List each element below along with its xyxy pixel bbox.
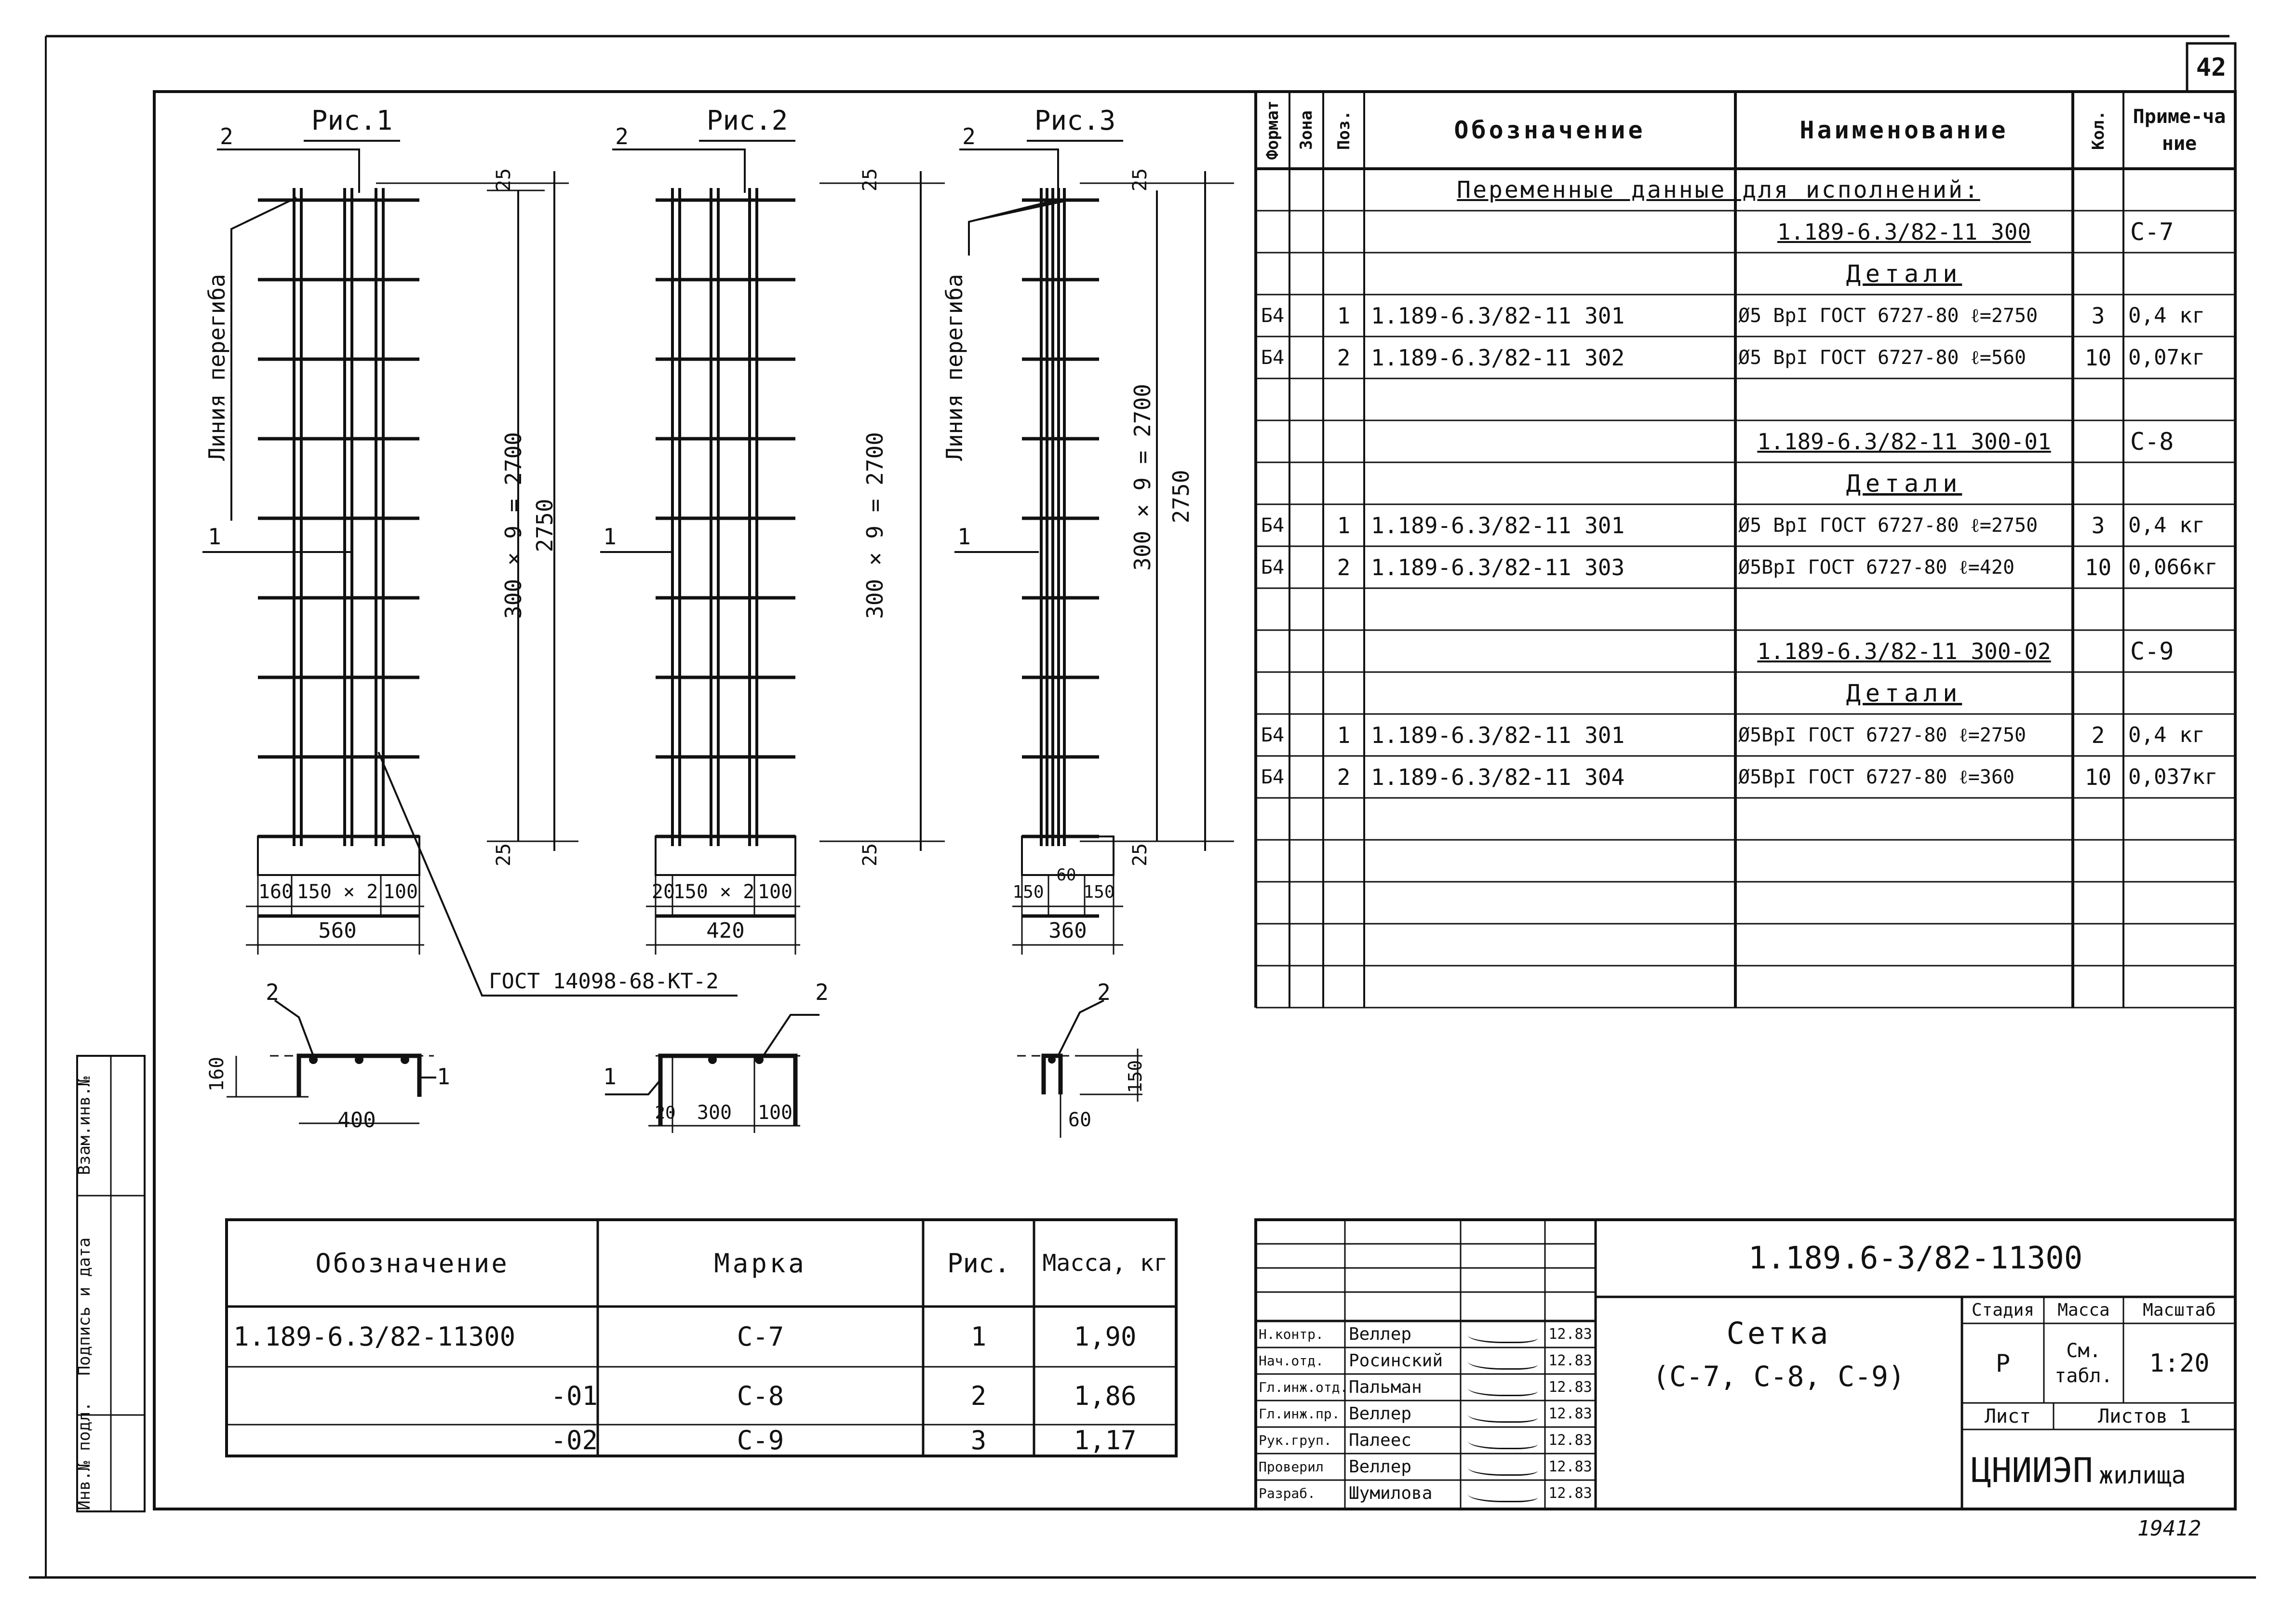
spec-row-format: Б4 [1261,304,1285,327]
spec-group-doc: 1.189-6.3/82-11 300-02 [1757,638,2051,664]
spec-group-details: Детали [1846,679,1962,707]
fig1-section-pos1: 1 [437,1064,450,1090]
fig1-dim-total: 2750 [532,499,558,552]
signer-name: Палеес [1349,1430,1412,1450]
fig3-dim-width: 360 [1048,918,1087,943]
spec-row-pos: 1 [1337,302,1351,329]
spec-row-format: Б4 [1261,556,1285,579]
title-mass-label: Масса [2057,1300,2110,1320]
title-org-sub: жилища [2099,1461,2186,1489]
archive-number: 19412 [2137,1516,2202,1541]
spec-row-name: Ø5 ВрI ГОСТ 6727-80 ℓ=2750 [1738,514,2038,537]
mass-row-designation: -01 [551,1380,598,1411]
fig1-bend-line-label: Линия перегиба [204,274,230,461]
fig3-dim-spacing: 300 × 9 = 2700 [1129,384,1155,571]
fig1-pos1-label: 1 [208,524,221,550]
spec-row-qty: 3 [2091,512,2105,539]
fig2-dim-width: 420 [706,918,745,943]
fig3-dim-top: 25 [1129,168,1151,192]
spec-row-name: Ø5ВрI ГОСТ 6727-80 ℓ=420 [1738,556,2015,579]
fig2-dim-a: 20 [651,881,675,903]
spec-row-designation: 1.189-6.3/82-11 301 [1371,722,1625,748]
fig1-dim-top: 25 [493,168,515,192]
spec-row-pos: 2 [1337,344,1351,371]
fig2-pos2-label: 2 [615,123,629,149]
title-stage: Р [1995,1349,2011,1377]
fig3-section-width: 60 [1068,1109,1092,1131]
spec-row-pos: 1 [1337,722,1351,748]
fig1-dim-b: 150 × 2 [296,881,378,903]
signer-date: 12.83 [1548,1326,1592,1343]
title-mass: См. табл. [2054,1339,2113,1387]
title-scale-label: Масштаб [2143,1300,2216,1320]
fig1-section-height: 160 [206,1056,228,1092]
spec-row-note: 0,066кг [2128,555,2218,579]
signer-role: Н.контр. [1259,1326,1324,1342]
fig3-dim-b: 60 [1056,865,1076,885]
spec-group-mark: С-9 [2130,637,2174,665]
fig1-section-pos2: 2 [266,979,279,1005]
mass-header-mark: Марка [714,1248,807,1279]
fig3-title: Рис.3 [1027,101,1123,142]
fig1-dim-c: 100 [383,881,418,903]
spec-row-note: 0,4 кг [2128,513,2205,538]
fig2-section-a: 20 [655,1103,676,1123]
spec-header-format: Формат [1263,100,1282,160]
signer-date: 12.83 [1548,1485,1592,1502]
mass-row-fig: 2 [970,1380,987,1411]
mass-header-mass: Масса, кг [1042,1250,1168,1277]
sheet-number: 42 [2196,53,2227,82]
fig2-section-pos2: 2 [815,979,829,1005]
spec-row-qty: 10 [2084,344,2112,371]
spec-group-doc: 1.189-6.3/82-11 300-01 [1757,428,2051,455]
fig2-section-b: 300 [697,1102,732,1124]
fig2-section-c: 100 [757,1102,793,1124]
fig1-weld-note: ГОСТ 14098-68-КТ-2 [489,969,719,994]
fig1-section-width: 400 [337,1107,376,1132]
fig3-dim-c: 150 [1083,882,1115,902]
signer-name: Веллер [1349,1457,1412,1477]
spec-row-note: 0,07кг [2128,345,2205,370]
mass-row-mark: С-9 [737,1425,784,1455]
signer-role: Разраб. [1259,1485,1316,1501]
spec-header-zone: Зона [1297,110,1316,150]
spec-row-qty: 10 [2084,764,2112,790]
spec-row-pos: 2 [1337,764,1351,790]
spec-header-qty: Кол. [2088,110,2108,150]
spec-row-qty: 3 [2091,302,2105,329]
signer-role: Рук.груп. [1259,1432,1332,1448]
spec-row-pos: 2 [1337,554,1351,580]
mass-header-designation: Обозначение [315,1248,509,1279]
spec-header-pos: Поз. [1334,110,1354,150]
mass-row-fig: 3 [970,1425,987,1455]
mass-row-mark: С-8 [737,1380,784,1411]
spec-row-designation: 1.189-6.3/82-11 303 [1371,554,1625,580]
spec-row-designation: 1.189-6.3/82-11 301 [1371,302,1625,329]
mass-row-designation: -02 [551,1425,598,1455]
signer-name: Росинский [1349,1351,1443,1371]
section-fig1 [227,1000,436,1123]
spec-header-note: Приме-чание [2133,106,2226,155]
fig2-dim-top: 25 [859,168,881,192]
fig2-pos1-label: 1 [603,524,617,550]
spec-variable-data-title: Переменные данные для исполнений: [1457,176,1980,203]
spec-header-name: Наименование [1799,116,2009,144]
signer-name: Пальман [1349,1377,1422,1397]
stamp-signature-date: Подпись и дата [75,1237,94,1376]
mass-row-mass: 1,90 [1074,1321,1137,1352]
fig1-dim-spacing: 300 × 9 = 2700 [500,432,526,619]
spec-row-note: 0,4 кг [2128,723,2205,747]
signer-date: 12.83 [1548,1379,1592,1396]
fig2-dim-bottom: 25 [859,843,881,867]
spec-row-format: Б4 [1261,514,1285,537]
signer-date: 12.83 [1548,1352,1592,1369]
mass-row-fig: 1 [970,1321,987,1352]
fig3-dim-total: 2750 [1168,470,1194,524]
fig3-dim-a: 150 [1012,882,1044,902]
signer-name: Шумилова [1349,1483,1433,1503]
fig2-dim-c: 100 [757,881,793,903]
spec-group-mark: С-7 [2130,217,2174,246]
title-org-logo: ЦНИИЭП [1971,1451,2093,1490]
signer-date: 12.83 [1548,1432,1592,1449]
fig3-bend-line-label: Линия перегиба [941,274,967,461]
signer-role: Гл.инж.пр. [1259,1406,1340,1422]
spec-row-name: Ø5 ВрI ГОСТ 6727-80 ℓ=2750 [1738,305,2038,327]
signer-date: 12.83 [1548,1405,1592,1422]
fig2-dim-spacing: 300 × 9 = 2700 [862,432,888,619]
fig3-pos1-label: 1 [957,524,971,550]
fig3-dim-bottom: 25 [1129,843,1151,867]
mass-header-fig: Рис. [947,1248,1010,1279]
signer-name: Веллер [1349,1324,1412,1344]
title-sheet-label: Лист [1984,1405,2031,1428]
fig2-section-pos1: 1 [603,1064,617,1090]
stamp-inv-original: Инв.№ подл. [75,1401,94,1510]
title-doc-code: 1.189.6-3/82-11300 [1748,1240,2083,1276]
signer-date: 12.83 [1548,1458,1592,1475]
fig2-mesh [600,149,945,955]
fig1-mesh [202,149,738,996]
spec-row-format: Б4 [1261,766,1285,788]
signer-role: Проверил [1259,1459,1324,1475]
signer-name: Веллер [1349,1404,1412,1424]
fig1-dim-width: 560 [318,918,357,943]
spec-row-note: 0,4 кг [2128,303,2205,328]
mass-row-mass: 1,86 [1074,1380,1137,1411]
signer-role: Гл.инж.отд. [1259,1379,1348,1395]
fig1-pos2-label: 2 [220,123,233,149]
fig3-section-height: 150 [1125,1060,1146,1093]
spec-row-name: Ø5 ВрI ГОСТ 6727-80 ℓ=560 [1738,347,2027,369]
signer-role: Нач.отд. [1259,1353,1324,1369]
fig3-section-pos2: 2 [1097,979,1111,1005]
spec-row-qty: 2 [2091,722,2105,748]
stamp-replacement-inv: Взам.инв.№ [75,1076,94,1175]
spec-row-name: Ø5ВрI ГОСТ 6727-80 ℓ=360 [1738,766,2015,788]
title-name: Сетка [1726,1315,1831,1351]
spec-row-pos: 1 [1337,512,1351,539]
title-stage-label: Стадия [1971,1300,2035,1320]
spec-row-note: 0,037кг [2128,765,2218,789]
spec-group-doc: 1.189-6.3/82-11 300 [1777,218,2031,245]
spec-row-format: Б4 [1261,346,1285,369]
spec-row-designation: 1.189-6.3/82-11 301 [1371,512,1625,539]
fig1-dim-bottom: 25 [493,843,515,867]
fig1-title: Рис.1 [304,101,400,142]
spec-row-designation: 1.189-6.3/82-11 302 [1371,344,1625,371]
mass-row-mass: 1,17 [1074,1425,1137,1455]
spec-row-format: Б4 [1261,724,1285,746]
title-sheets-label: Листов 1 [2098,1405,2191,1428]
fig1-dim-a: 160 [258,881,294,903]
spec-row-qty: 10 [2084,554,2112,580]
fig2-title: Рис.2 [699,101,795,142]
mass-row-mark: С-7 [737,1321,784,1352]
fig2-dim-b: 150 × 2 [673,881,755,903]
spec-row-name: Ø5ВрI ГОСТ 6727-80 ℓ=2750 [1738,724,2027,746]
title-scale: 1:20 [2149,1348,2210,1378]
spec-header-designation: Обозначение [1454,116,1646,144]
spec-group-mark: С-8 [2130,427,2174,456]
title-subtitle: (С-7, С-8, С-9) [1652,1360,1905,1393]
spec-group-details: Детали [1846,469,1962,498]
spec-group-details: Детали [1846,259,1962,288]
mass-row-designation: 1.189-6.3/82-11300 [233,1321,516,1352]
spec-row-designation: 1.189-6.3/82-11 304 [1371,764,1625,790]
fig3-pos2-label: 2 [962,123,976,149]
